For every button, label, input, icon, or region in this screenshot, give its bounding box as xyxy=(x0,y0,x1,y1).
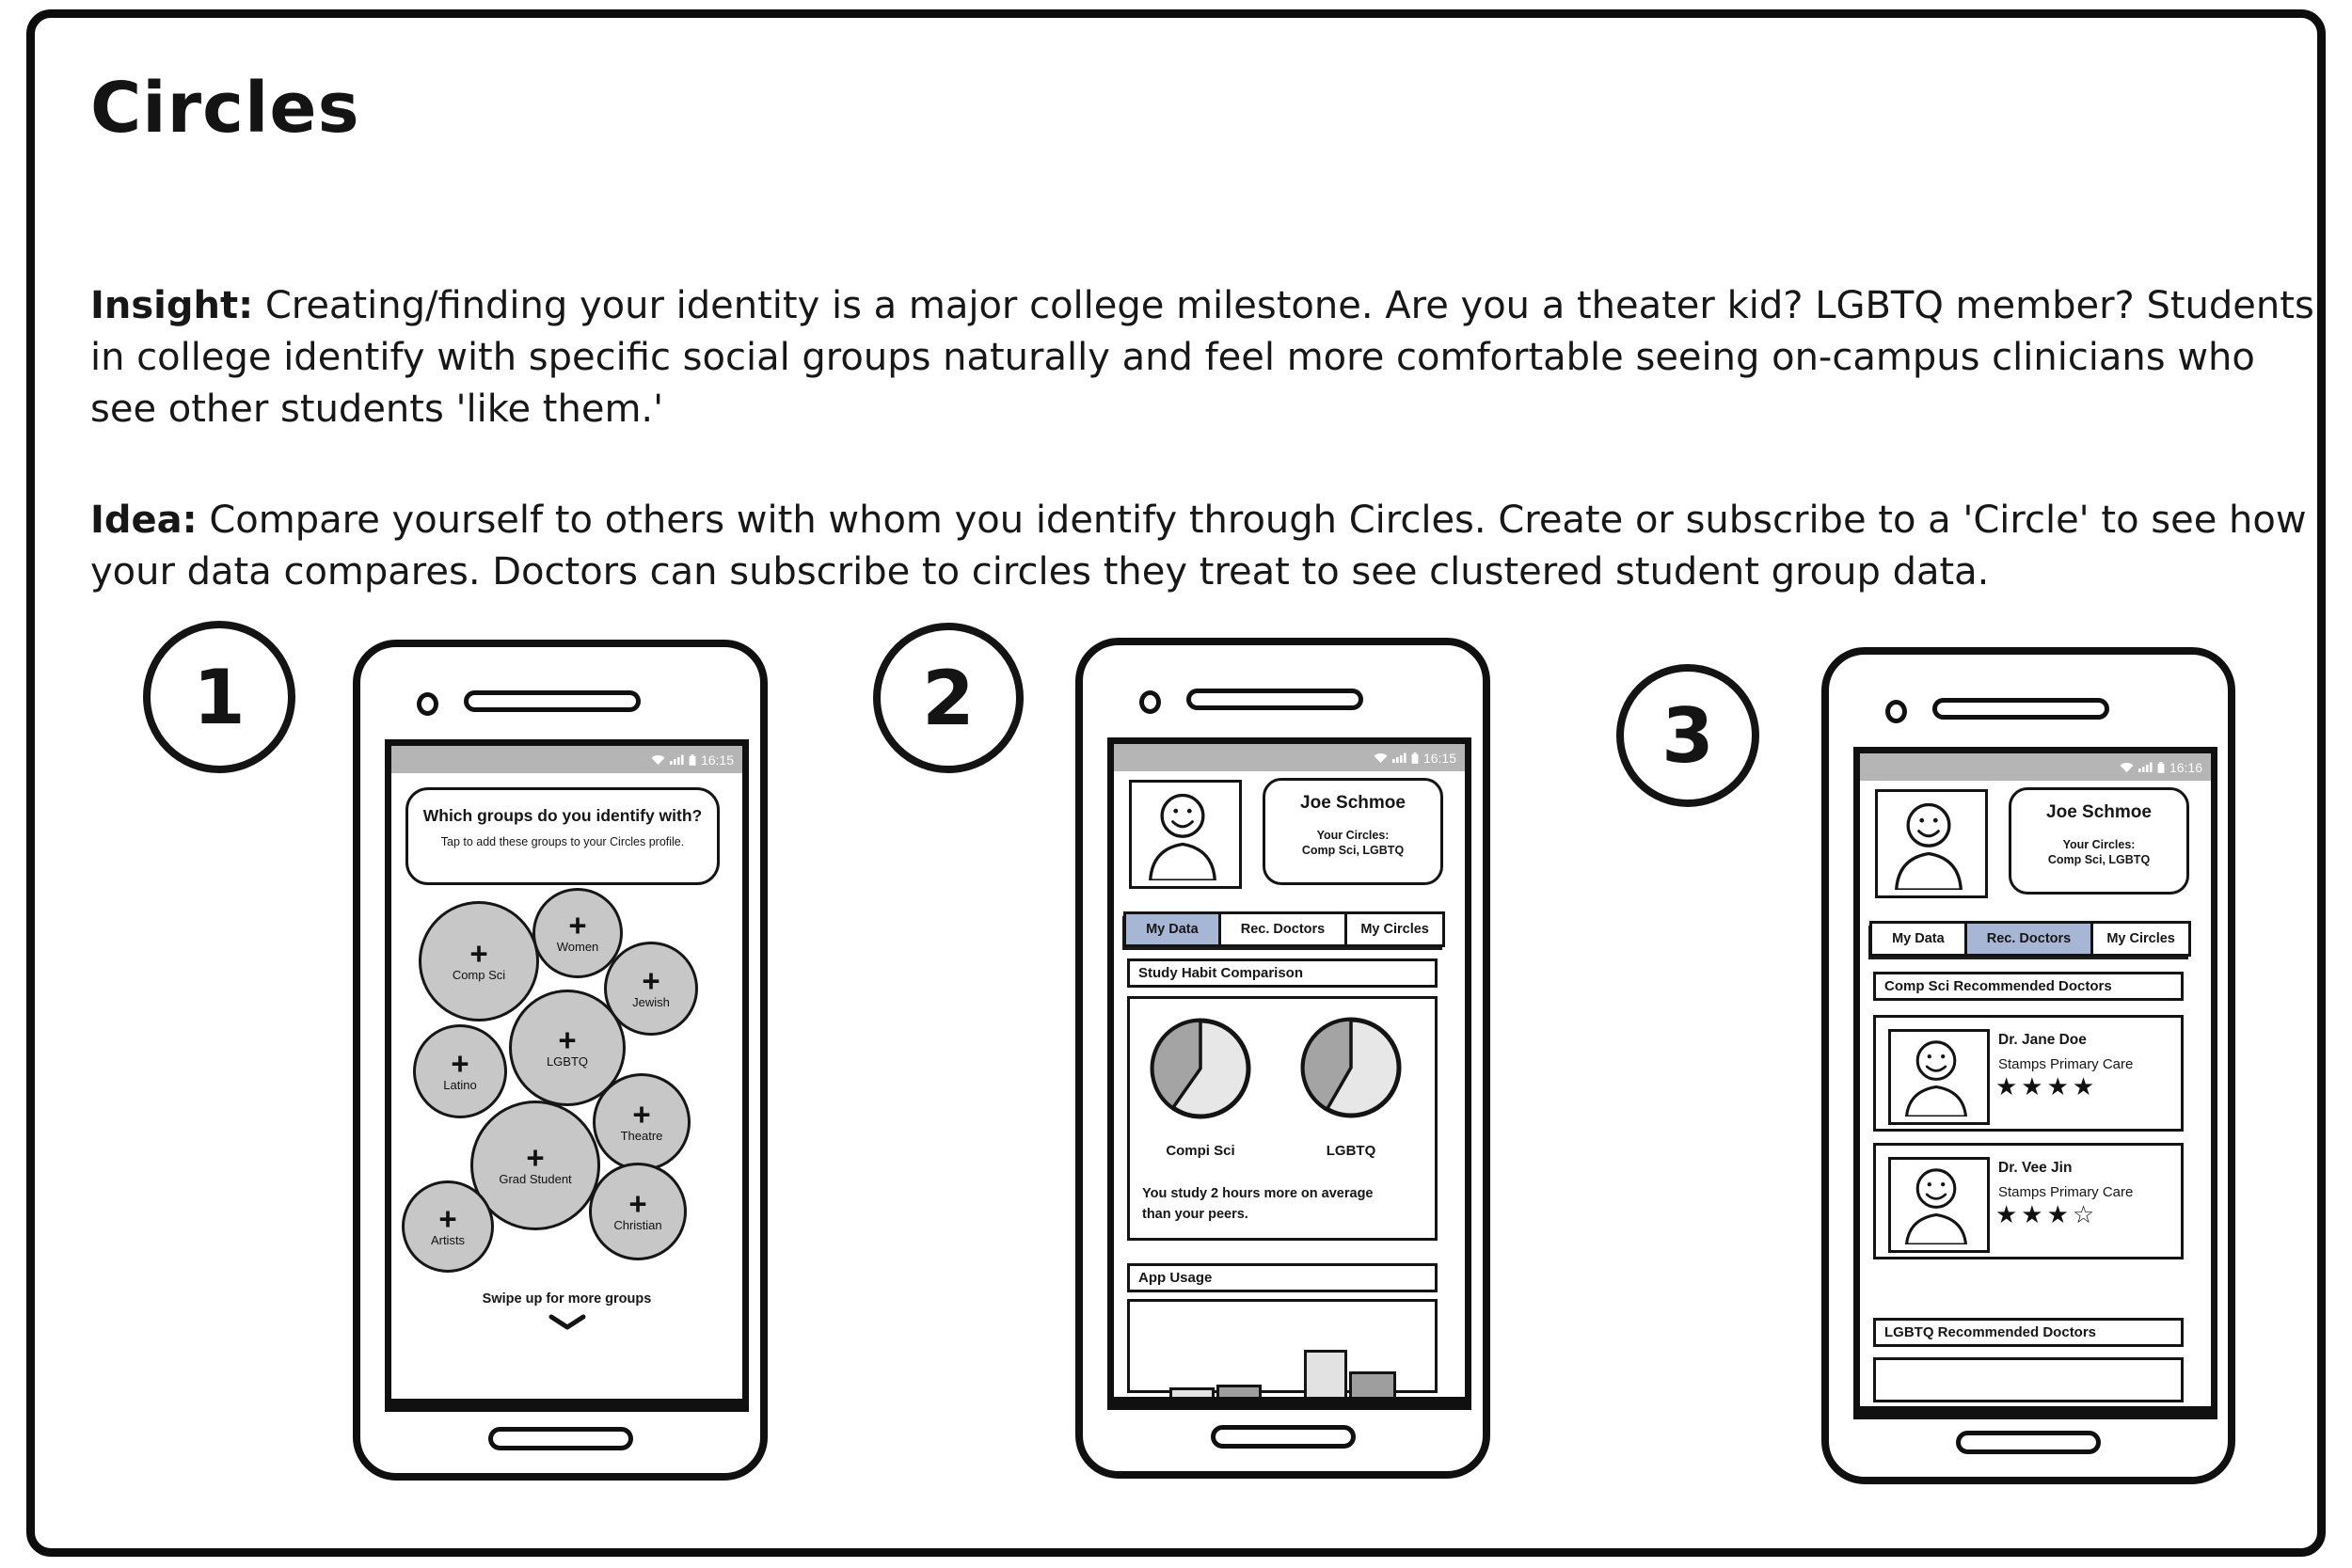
wifi-icon xyxy=(2120,762,2134,772)
group-label: Comp Sci xyxy=(452,968,506,983)
doctor-card-jane-doe[interactable] xyxy=(1873,1015,2184,1132)
avatar-icon xyxy=(1878,792,1979,890)
phone-2 xyxy=(1075,638,1490,1479)
plus-icon: + xyxy=(451,1045,469,1081)
idea-paragraph xyxy=(90,495,2320,598)
doctor-card-partial xyxy=(1873,1357,2184,1402)
battery-icon xyxy=(689,754,696,766)
tab-my-circles[interactable]: My Circles xyxy=(1360,922,1429,937)
insight-text: Creating/finding your identity is a major college milestone. Are you a theater kid? LGBTQ member? Students in college identify with specific social groups naturally and feel more comfortable seeing on-campus clinicians who see other students 'like them.' xyxy=(90,284,2314,431)
tab-rec-doctors[interactable]: Rec. Doctors xyxy=(1221,914,1347,944)
profile-circles-value: Comp Sci, LGBTQ xyxy=(2047,853,2151,866)
avatar-icon xyxy=(1891,1160,1981,1244)
phone-1-screen xyxy=(385,739,749,1412)
avatar-icon xyxy=(1891,1032,1981,1117)
battery-icon xyxy=(1411,752,1419,764)
home-button[interactable] xyxy=(1211,1425,1356,1449)
group-circle-comp-sci[interactable] xyxy=(419,901,539,1022)
pie-chart-comp-sci xyxy=(1148,1016,1253,1121)
step-1-number: 1 xyxy=(193,653,246,741)
status-time: 16:15 xyxy=(700,752,734,768)
plus-icon: + xyxy=(438,1200,457,1236)
home-button[interactable] xyxy=(1956,1431,2101,1454)
phone-1 xyxy=(353,640,768,1481)
idea-label: Idea: xyxy=(90,499,198,542)
camera-icon xyxy=(1139,690,1161,714)
camera-icon xyxy=(1885,700,1907,723)
star-rating: ★★★★ xyxy=(1995,1072,2099,1101)
group-label: Theatre xyxy=(620,1129,663,1144)
group-label: Grad Student xyxy=(499,1172,572,1187)
step-3-badge xyxy=(1616,664,1759,807)
prompt-subtitle: Tap to add these groups to your Circles profile. xyxy=(440,835,685,848)
signal-icon xyxy=(670,754,684,765)
pie-chart-lgbtq xyxy=(1298,1015,1404,1120)
pie-label-lgbtq: LGBTQ xyxy=(1326,1143,1376,1159)
study-section-header: Study Habit Comparison xyxy=(1127,958,1438,988)
doctor-clinic: Stamps Primary Care xyxy=(1998,1056,2134,1072)
usage-bar-3 xyxy=(1304,1350,1347,1397)
profile-circles-value: Comp Sci, LGBTQ xyxy=(1301,844,1405,857)
signal-icon xyxy=(1392,752,1406,763)
lgbtq-doctors-header: LGBTQ Recommended Doctors xyxy=(1873,1318,2184,1347)
usage-bar-4 xyxy=(1349,1371,1396,1397)
step-1-badge xyxy=(143,621,295,773)
doctor-card-vee-jin[interactable] xyxy=(1873,1143,2184,1259)
tab-my-circles[interactable]: My Circles xyxy=(2106,931,2175,946)
profile-name-card xyxy=(1263,778,1443,885)
profile-circles-label: Your Circles: xyxy=(1316,829,1390,842)
plus-icon: + xyxy=(526,1139,545,1175)
profile-photo xyxy=(1129,780,1242,889)
speaker-icon xyxy=(464,690,641,712)
tab-bar xyxy=(1123,911,1445,947)
group-label: Latino xyxy=(443,1078,477,1093)
profile-photo xyxy=(1875,789,1988,898)
doctor-name: Dr. Vee Jin xyxy=(1998,1160,2073,1176)
insight-label: Insight: xyxy=(90,284,254,327)
study-note: You study 2 hours more on average than your peers. xyxy=(1142,1186,1374,1222)
usage-bar-1 xyxy=(1169,1387,1215,1397)
group-prompt-card xyxy=(405,787,720,885)
tab-rec-doctors[interactable]: Rec. Doctors xyxy=(1967,924,2093,954)
tab-my-data[interactable]: My Data xyxy=(1126,914,1221,944)
battery-icon xyxy=(2157,762,2165,773)
page-title: Circles xyxy=(90,68,360,149)
doctor-photo xyxy=(1888,1029,1990,1125)
app-usage-header: App Usage xyxy=(1127,1263,1438,1292)
plus-icon: + xyxy=(568,907,587,942)
usage-bar-2 xyxy=(1216,1385,1262,1397)
phone-3 xyxy=(1821,647,2235,1484)
star-rating: ★★★☆ xyxy=(1995,1200,2099,1228)
status-bar xyxy=(1860,753,2211,781)
doctor-clinic: Stamps Primary Care xyxy=(1998,1184,2134,1200)
status-time: 16:16 xyxy=(2169,759,2202,775)
tab-my-data[interactable]: My Data xyxy=(1872,924,1967,954)
wifi-icon xyxy=(651,754,665,765)
camera-icon xyxy=(417,692,438,716)
group-circle-theatre[interactable] xyxy=(593,1073,691,1171)
doctor-name: Dr. Jane Doe xyxy=(1998,1032,2087,1048)
phone-2-screen xyxy=(1107,737,1471,1410)
status-bar xyxy=(391,746,742,773)
status-bar xyxy=(1114,744,1465,771)
doctor-photo xyxy=(1888,1157,1990,1253)
tab-bar xyxy=(1869,921,2191,957)
step-3-number: 3 xyxy=(1661,691,1714,780)
wifi-icon xyxy=(1374,752,1388,763)
group-circle-latino[interactable] xyxy=(413,1024,507,1118)
status-time: 16:15 xyxy=(1422,750,1456,766)
profile-name: Joe Schmoe xyxy=(1300,793,1406,813)
group-label: LGBTQ xyxy=(546,1054,589,1069)
plus-icon: + xyxy=(628,1185,647,1221)
avatar-icon xyxy=(1132,783,1233,880)
group-label: Artists xyxy=(430,1233,466,1248)
step-2-badge xyxy=(873,623,1024,773)
home-button[interactable] xyxy=(488,1427,633,1450)
group-label: Women xyxy=(556,940,599,955)
plus-icon: + xyxy=(469,935,488,971)
prompt-title: Which groups do you identify with? xyxy=(422,806,703,825)
pie-label-comp-sci: Compi Sci xyxy=(1166,1143,1235,1159)
profile-name-card xyxy=(2009,787,2189,895)
plus-icon: + xyxy=(558,1022,577,1057)
speaker-icon xyxy=(1932,698,2109,720)
group-circle-artists[interactable] xyxy=(402,1180,494,1273)
group-circle-christian[interactable] xyxy=(589,1163,687,1260)
profile-name: Joe Schmoe xyxy=(2046,802,2152,822)
insight-paragraph xyxy=(90,280,2320,435)
group-label: Christian xyxy=(613,1218,662,1233)
chevron-down-icon[interactable] xyxy=(548,1314,587,1331)
group-label: Jewish xyxy=(632,995,670,1010)
step-2-number: 2 xyxy=(922,654,975,742)
profile-circles-label: Your Circles: xyxy=(2062,838,2136,851)
swipe-hint: Swipe up for more groups xyxy=(482,1291,652,1307)
signal-icon xyxy=(2138,762,2153,772)
speaker-icon xyxy=(1186,689,1363,710)
plus-icon: + xyxy=(632,1096,651,1132)
idea-text: Compare yourself to others with whom you identify through Circles. Create or subscribe to a 'Circle' to see how your data compares. Doctors can subscribe to circles they treat to see clustered student group data. xyxy=(90,499,2307,594)
phone-3-screen xyxy=(1853,747,2217,1419)
plus-icon: + xyxy=(642,962,660,998)
comp-sci-doctors-header: Comp Sci Recommended Doctors xyxy=(1873,972,2184,1001)
